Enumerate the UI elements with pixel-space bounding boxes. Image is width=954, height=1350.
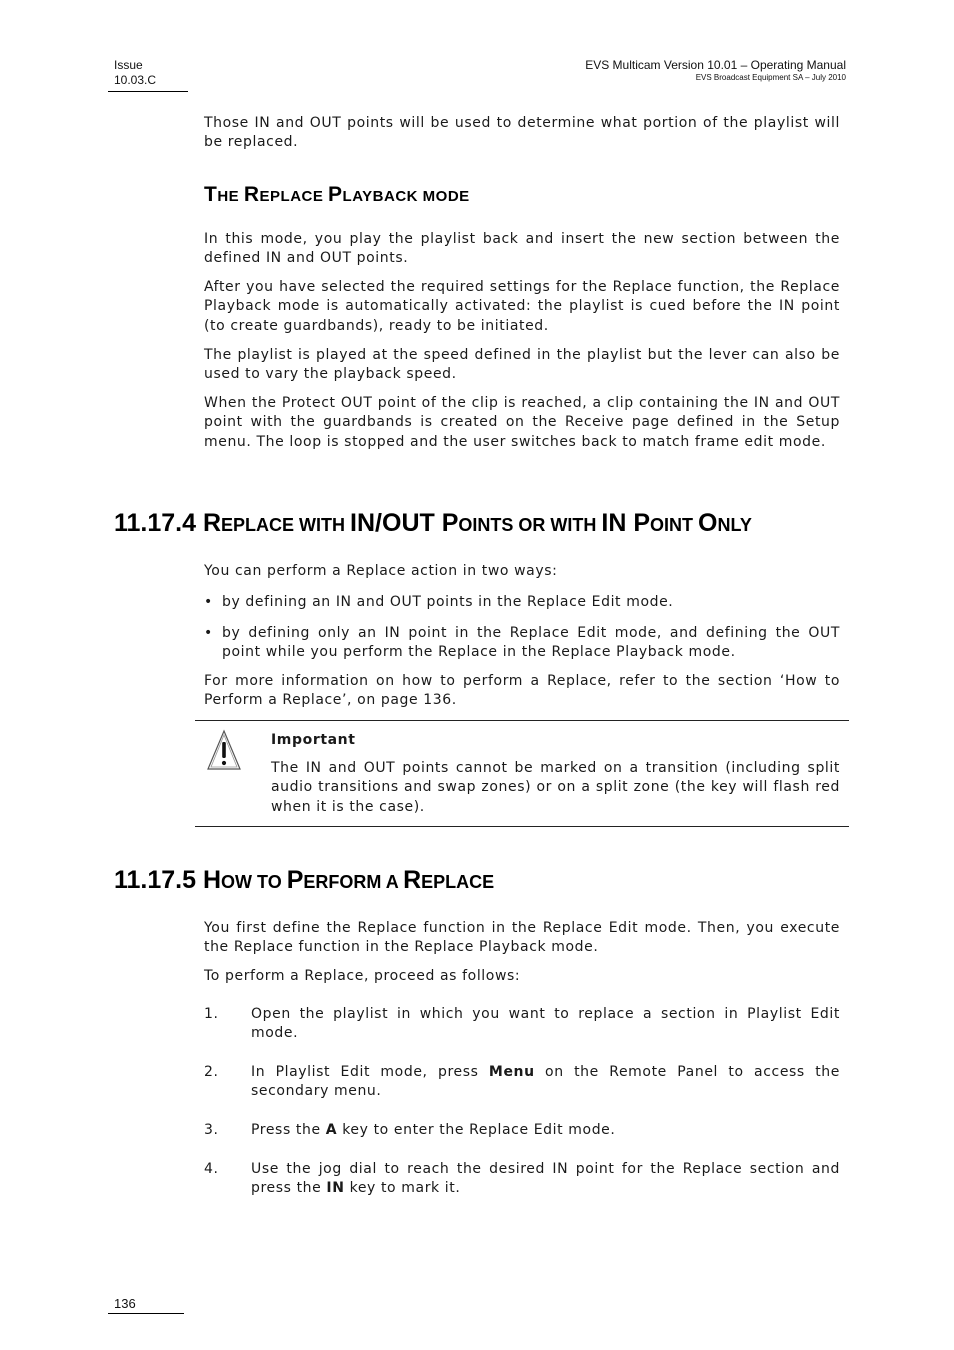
paragraph: You first define the Replace function in the Replace Edit mode. Then, you execute the Replace function in the Replace Playback mode. [204, 920, 840, 956]
page-header-left [114, 58, 156, 88]
list-item: by defining only an IN point in the Replace Edit mode, and defining the OUT point while you perform the Replace in the Replace Playback mode. [222, 625, 840, 661]
step-number: 4. [204, 1161, 219, 1177]
note-text: The IN and OUT points cannot be marked on a transition (including split audio transitions and swap zones) or on a split zone (the key will flash red when it is the case). [271, 760, 840, 815]
company-line: EVS Broadcast Equipment SA – July 2010 [695, 73, 846, 82]
header-left-divider [108, 91, 188, 92]
key-name: A [325, 1122, 338, 1138]
heading-replace-playback-mode: THE REPLACE PLAYBACK MODE [204, 183, 470, 206]
page-number: 136 [114, 1296, 136, 1311]
issue-label: Issue [114, 58, 143, 72]
warning-triangle-icon [206, 729, 242, 771]
manual-title: EVS Multicam Version 10.01 – Operating Manual [585, 58, 846, 72]
key-name: IN [326, 1180, 345, 1197]
note-bottom-rule [195, 826, 849, 827]
page-header-right [585, 58, 846, 83]
paragraph: The playlist is played at the speed defined in the playlist but the lever can also be used to vary the playback speed. [204, 347, 840, 383]
step-number: 3. [204, 1122, 219, 1138]
footer-divider [108, 1313, 184, 1314]
note-title: Important [271, 732, 356, 748]
step-number: 2. [204, 1064, 219, 1080]
bullet-icon: • [204, 625, 213, 641]
issue-number: 10.03.C [114, 73, 157, 87]
step-text: In Playlist Edit mode, press Menu on the Remote Panel to access the secondary menu. [251, 1064, 840, 1100]
reference-paragraph: For more information on how to perform a Replace, refer to the section ‘How to Perform a Replace’, on page 136. [204, 673, 840, 709]
step-number: 1. [204, 1006, 219, 1022]
paragraph: When the Protect OUT point of the clip is reached, a clip containing the IN and OUT point with the guardbands is created on the Receive page defined in the Setup menu. The loop is stopped and the user switches back to match frame edit mode. [204, 395, 840, 450]
key-name: Menu [488, 1064, 535, 1080]
paragraph: To perform a Replace, proceed as follows: [204, 968, 521, 984]
bullet-icon: • [204, 594, 213, 610]
step-text: Press the A key to enter the Replace Edit mode. [251, 1122, 616, 1138]
list-item: by defining an IN and OUT points in the Replace Edit mode. [222, 594, 674, 610]
paragraph: In this mode, you play the playlist back and insert the new section between the defined IN and OUT points. [204, 231, 840, 267]
intro-paragraph: Those IN and OUT points will be used to determine what portion of the playlist will be replaced. [204, 115, 840, 151]
paragraph: You can perform a Replace action in two ways: [204, 563, 558, 579]
heading-11-17-5: 11.17.5 HOW TO PERFORM A REPLACE [114, 866, 495, 894]
step-text: Use the jog dial to reach the desired IN point for the Replace section and press the IN key to mark it. [251, 1161, 840, 1197]
note-top-rule [195, 720, 849, 721]
paragraph: After you have selected the required settings for the Replace function, the Replace Playback mode is automatically activated: the playlist is cued before the IN point (to create guardbands), ready to be initiated. [204, 279, 840, 334]
step-text: Open the playlist in which you want to replace a section in Playlist Edit mode. [251, 1006, 840, 1042]
heading-11-17-4: 11.17.4 REPLACE WITH IN/OUT POINTS OR WITH IN POINT ONLY [114, 509, 752, 537]
